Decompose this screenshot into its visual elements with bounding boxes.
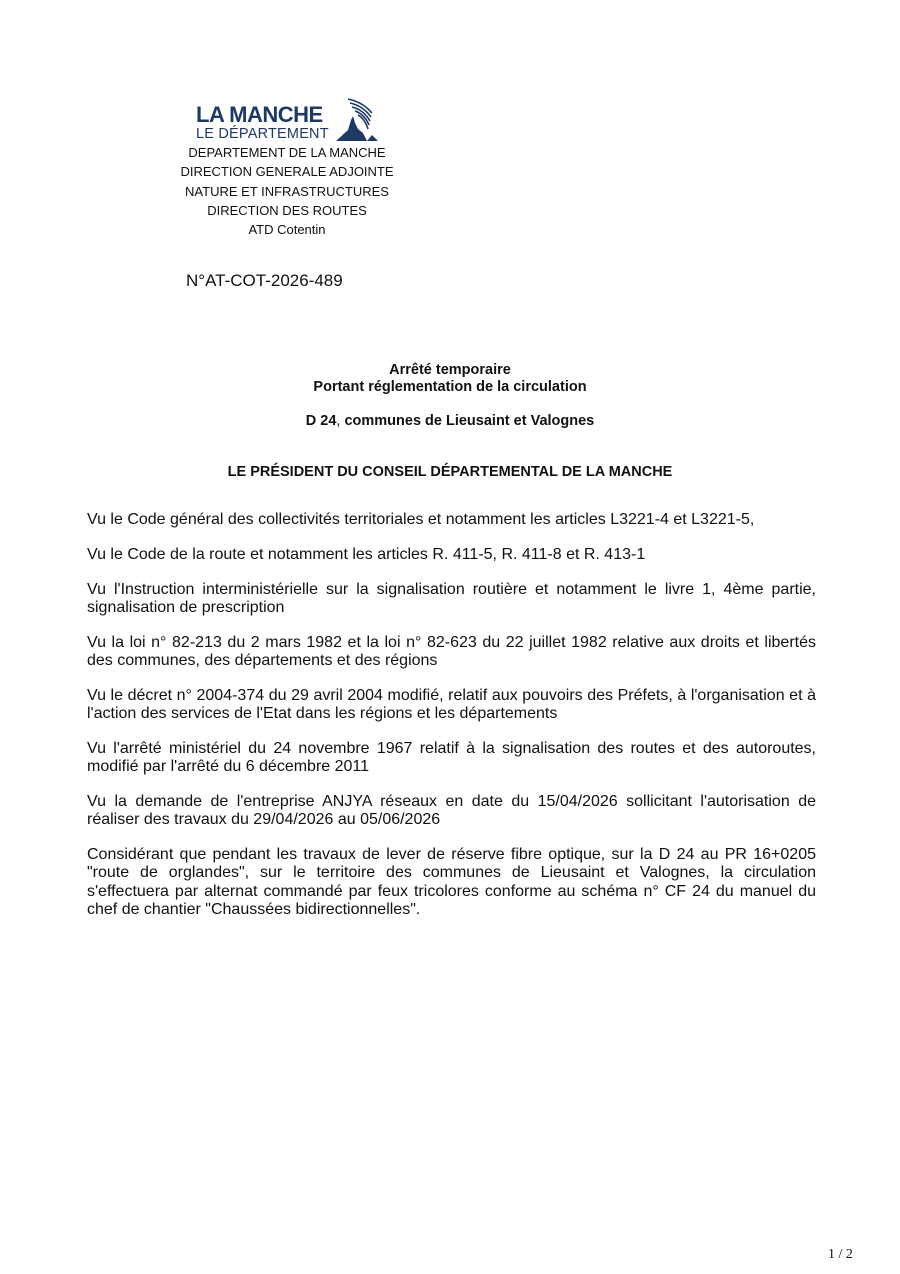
header-line: ATD Cotentin: [248, 222, 326, 238]
header-line: DIRECTION GENERALE ADJOINTE: [180, 164, 394, 180]
decree-location: [0, 413, 900, 429]
decree-body: [87, 511, 816, 936]
header-line: NATURE ET INFRASTRUCTURES: [185, 183, 389, 199]
page-number: 1 / 2: [828, 1247, 853, 1262]
decree-subtitle: Portant réglementation de la circulation: [313, 379, 587, 395]
decree-title: Arrêté temporaire: [389, 362, 511, 378]
considerant-paragraph: Vu l'Instruction interministérielle sur la signalisation routière et notamment le livre 1, 4ème partie, signalisation de prescription: [87, 580, 816, 616]
authority-heading: LE PRÉSIDENT DU CONSEIL DÉPARTEMENTAL DE LA MANCHE: [227, 464, 673, 480]
road-separator: ,: [336, 413, 345, 429]
header-line: DEPARTEMENT DE LA MANCHE: [188, 145, 386, 160]
logo-subtitle: LE DÉPARTEMENT: [196, 126, 329, 142]
department-logo: [194, 96, 384, 144]
considerant-paragraph: Vu l'arrêté ministériel du 24 novembre 1967 relatif à la signalisation des routes et des autoroutes, modifié par l'arrêté du 6 décembre 2011: [87, 739, 816, 776]
considerant-paragraph: Vu le Code de la route et notamment les articles R. 411-5, R. 411-8 et R. 413-1: [87, 545, 646, 563]
communes-name: communes de Lieusaint et Valognes: [344, 413, 595, 429]
logo-title: LA MANCHE: [196, 102, 323, 127]
considerant-paragraph: Vu la loi n° 82-213 du 2 mars 1982 et la loi n° 82-623 du 22 juillet 1982 relative aux droits et libertés des communes, des départements et des régions: [87, 633, 816, 669]
considerant-paragraph: Vu le décret n° 2004-374 du 29 avril 2004 modifié, relatif aux pouvoirs des Préfets, à l'organisation et à l'action des services de l'Etat dans les régions et les départements: [87, 686, 816, 723]
road-name: D 24: [305, 413, 337, 429]
decree-reference: N°AT-COT-2026-489: [186, 271, 343, 290]
considerant-paragraph: Considérant que pendant les travaux de lever de réserve fibre optique, sur la D 24 au PR 16+0205 "route de orglandes", sur le territoire des communes de Lieusaint et Valognes, la circulation s'effectuera par alternat commandé par feux tricolores conforme au schéma n° CF 24 du manuel du chef de chantier "Chaussées bidirectionnelles".: [87, 846, 816, 918]
administration-header: [150, 143, 424, 239]
considerant-paragraph: Vu le Code général des collectivités territoriales et notamment les articles L3221-4 et L3221-5,: [87, 511, 755, 528]
header-line: DIRECTION DES ROUTES: [207, 202, 367, 218]
considerant-paragraph: Vu la demande de l'entreprise ANJYA réseaux en date du 15/04/2026 sollicitant l'autorisation de réaliser des travaux du 29/04/2026 au 05/06/2026: [87, 792, 816, 829]
mont-saint-michel-icon: [334, 96, 380, 142]
